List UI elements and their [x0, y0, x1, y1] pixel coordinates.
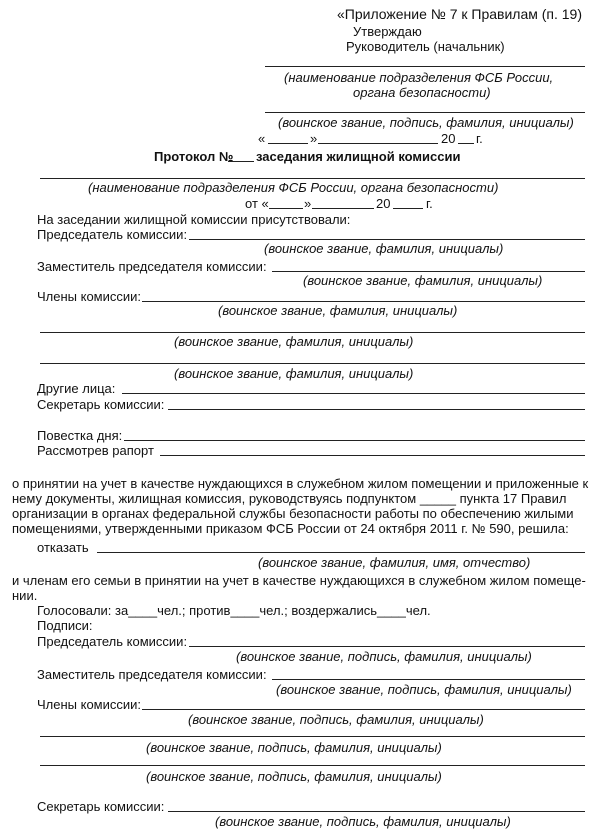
para-line-1: о принятии на учет в качестве нуждающихся в служебном жилом помещении и приложенные к — [12, 476, 589, 491]
sign-deputy-hint: (воинское звание, подпись, фамилия, инициалы) — [276, 682, 572, 697]
para-line-2: нему документы, жилищная комиссия, руководствуясь подпунктом _____ пункта 17 Правил — [12, 491, 567, 506]
sign-deputy-label: Заместитель председателя комиссии: — [37, 667, 267, 682]
family-line-2: нии. — [12, 588, 38, 603]
protocol-month-line[interactable] — [312, 208, 374, 209]
sign-secretary-hint: (воинское звание, подпись, фамилия, инициалы) — [215, 814, 511, 829]
approve-date-close: » — [310, 131, 318, 146]
refuse-hint: (воинское звание, фамилия, имя, отчество) — [258, 555, 531, 570]
unit-line[interactable] — [265, 66, 585, 67]
protocol-unit-line[interactable] — [40, 178, 585, 179]
protocol-year-line[interactable] — [393, 208, 423, 209]
appendix-title: «Приложение № 7 к Правилам (п. 19) — [337, 6, 583, 22]
approve-date-open: « — [258, 131, 266, 146]
sign-members-hint-1: (воинское звание, подпись, фамилия, инициалы) — [188, 712, 484, 727]
vote-line: Голосовали: за____чел.; против____чел.; воздержались____чел. — [37, 603, 431, 618]
sign-chairman-hint: (воинское звание, подпись, фамилия, инициалы) — [236, 649, 532, 664]
refuse-line[interactable] — [97, 552, 585, 553]
approve-day-line[interactable] — [268, 143, 308, 144]
protocol-year-suffix: г. — [426, 196, 433, 211]
unit-hint: (наименование подразделения ФСБ России, — [284, 70, 554, 85]
unit-hint-2: органа безопасности) — [353, 85, 491, 100]
approver-line[interactable] — [265, 112, 585, 113]
protocol-title-prefix: Протокол № — [154, 149, 234, 164]
sign-members-line-3[interactable] — [40, 765, 585, 766]
others-line[interactable] — [122, 393, 585, 394]
members-line-1[interactable] — [142, 301, 585, 302]
protocol-date-from: от « — [245, 196, 269, 211]
protocol-date-close: » — [304, 196, 312, 211]
present-label: На заседании жилищной комиссии присутствовали: — [37, 212, 351, 227]
sign-members-hint-3: (воинское звание, подпись, фамилия, инициалы) — [146, 769, 442, 784]
agenda-label: Повестка дня: — [37, 428, 123, 443]
members-hint-1: (воинское звание, фамилия, инициалы) — [218, 303, 458, 318]
sign-chairman-line[interactable] — [189, 646, 585, 647]
approve-year-suffix: г. — [476, 131, 483, 146]
others-label: Другие лица: — [37, 381, 116, 396]
approver-hint: (воинское звание, подпись, фамилия, инициалы) — [278, 115, 574, 130]
protocol-year: 20 — [376, 196, 391, 211]
sign-members-line-1[interactable] — [142, 709, 585, 710]
family-line-1: и членам его семьи в принятии на учет в качестве нуждающихся в служебном жилом помеще- — [12, 573, 586, 588]
agenda-line[interactable] — [124, 440, 585, 441]
secretary-label: Секретарь комиссии: — [37, 397, 165, 412]
approve-year: 20 — [441, 131, 456, 146]
sign-chairman-label: Председатель комиссии: — [37, 634, 188, 649]
head-label: Руководитель (начальник) — [346, 39, 505, 54]
sign-secretary-line[interactable] — [168, 811, 585, 812]
members-line-3[interactable] — [40, 363, 585, 364]
sign-members-hint-2: (воинское звание, подпись, фамилия, инициалы) — [146, 740, 442, 755]
sign-secretary-label: Секретарь комиссии: — [37, 799, 165, 814]
approve-label: Утверждаю — [353, 24, 422, 39]
refuse-label: отказать — [37, 540, 89, 555]
protocol-unit-hint: (наименование подразделения ФСБ России, органа безопасности) — [88, 180, 499, 195]
approve-year-line[interactable] — [458, 143, 474, 144]
protocol-number-line[interactable] — [228, 161, 254, 162]
deputy-label: Заместитель председателя комиссии: — [37, 259, 267, 274]
signatures-label: Подписи: — [37, 618, 93, 633]
chairman-label: Председатель комиссии: — [37, 227, 188, 242]
chairman-hint: (воинское звание, фамилия, инициалы) — [264, 241, 504, 256]
secretary-line[interactable] — [168, 409, 585, 410]
members-hint-2: (воинское звание, фамилия, инициалы) — [174, 334, 414, 349]
para-line-4: помещениями, утвержденными приказом ФСБ России от 24 октября 2011 г. № 590, решила: — [12, 521, 569, 536]
members-hint-3: (воинское звание, фамилия, инициалы) — [174, 366, 414, 381]
chairman-line[interactable] — [189, 239, 585, 240]
protocol-title: заседания жилищной комиссии — [256, 149, 461, 164]
para-line-3: организации в органах федеральной службы безопасности работы по обеспечению жилыми — [12, 506, 574, 521]
protocol-day-line[interactable] — [269, 208, 303, 209]
sign-deputy-line[interactable] — [272, 679, 585, 680]
approve-month-line[interactable] — [318, 143, 438, 144]
sign-members-label: Члены комиссии: — [37, 697, 142, 712]
members-line-2[interactable] — [40, 332, 585, 333]
sign-members-line-2[interactable] — [40, 736, 585, 737]
reviewed-line[interactable] — [160, 455, 585, 456]
members-label: Члены комиссии: — [37, 289, 142, 304]
deputy-line[interactable] — [272, 271, 585, 272]
deputy-hint: (воинское звание, фамилия, инициалы) — [303, 273, 543, 288]
reviewed-label: Рассмотрев рапорт — [37, 443, 154, 458]
